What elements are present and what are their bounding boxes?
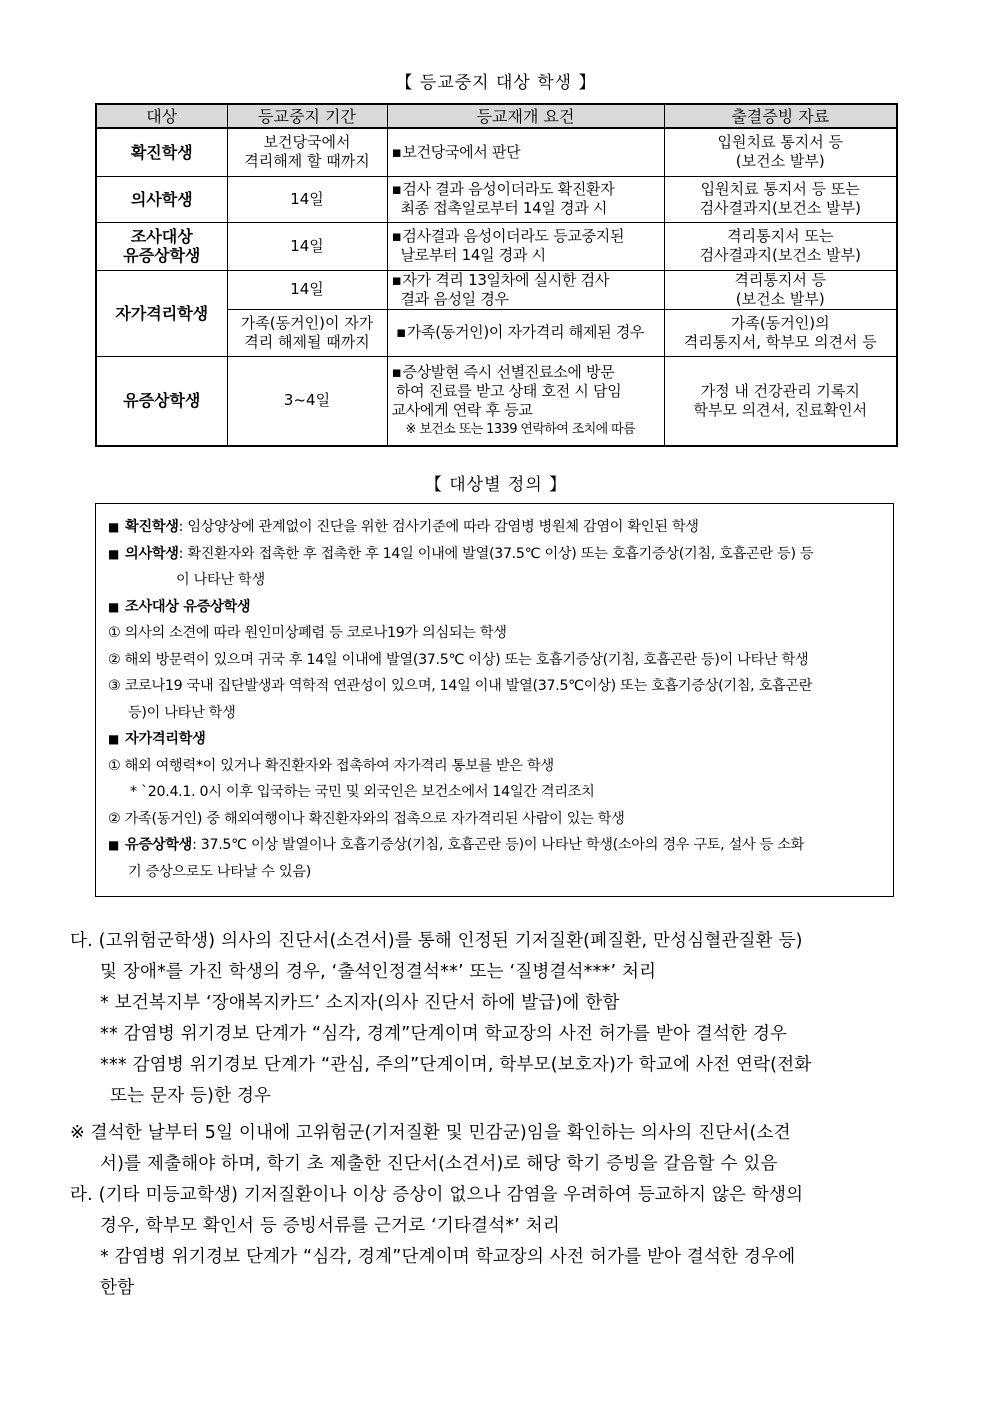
requirement-note: ※ 보건소 또는 1339 연락하여 조치에 따름	[405, 421, 636, 437]
paragraph-da: 다. (고위험군학생) 의사의 진단서(소견서)를 통해 인정된 기저질환(폐질환, 만성심혈관질환 등)	[70, 931, 803, 951]
suspension-table	[95, 103, 898, 447]
footnote-line: 또는 문자 등)한 경우	[110, 1086, 272, 1106]
row-requirement: ▪ 증상발현 즉시 선별진료소에 방문 하여 진료를 받고 상태 호전 시 담임 교사에게 연락 후 등교 ※ 보건소 또는 1339 연락하여 조치에 따름	[387, 356, 664, 446]
row-period: 보건당국에서 격리해제 할 때까지	[227, 128, 387, 176]
row-requirement: ▪ 자가 격리 13일차에 실시한 검사 결과 음성일 경우	[387, 270, 664, 309]
row-target: 자가격리학생	[96, 270, 227, 356]
note-line: 서)를 제출해야 하며, 학기 초 제출한 진단서(소견서)로 해당 학기 증빙을 갈음할 수 있음	[100, 1154, 778, 1174]
definition-symptomatic: ■ 유증상학생: 37.5℃ 이상 발열이나 호흡기증상(기침, 호흡곤란 등)이 나타난 학생(소아의 경우 구토, 설사 등 소화	[108, 832, 885, 859]
definition-item: ① 해외 여행력*이 있거나 확진환자와 접촉하여 자가격리 통보를 받은 학생	[108, 757, 554, 774]
definition-item: ③ 코로나19 국내 집단발생과 역학적 연관성이 있으며, 14일 이내 발열(37.5℃이상) 또는 호흡기증상(기침, 호흡곤란	[108, 678, 813, 694]
footnote-line: ** 감염병 위기경보 단계가 “심각, 경계”단계이며 학교장의 사전 허가를 받아 결석한 경우	[100, 1024, 788, 1044]
header-evidence: 출결증빙 자료	[664, 104, 897, 128]
header-requirement: 등교재개 요건	[387, 104, 664, 128]
footnote-line: 한함	[100, 1278, 135, 1298]
definition-footnote: * `20.4.1. 0시 이후 입국하는 국민 및 외국인은 보건소에서 14일간 격리조치	[130, 784, 595, 800]
table-row	[96, 176, 897, 222]
row-requirement: ▪ 검사결과 음성이더라도 등교중지된 날로부터 14일 경과 시	[387, 222, 664, 270]
row-target: 조사대상 유증상학생	[96, 222, 227, 270]
row-period: 가족(동거인)이 자가 격리 해제될 때까지	[227, 309, 387, 356]
header-period: 등교중지 기간	[227, 104, 387, 128]
row-period: 14일	[227, 270, 387, 309]
paragraph-ra: 라. (기타 미등교학생) 기저질환이나 이상 증상이 없으나 감염을 우려하여 등교하지 않은 학생의	[70, 1185, 804, 1205]
row-evidence: 가족(동거인)의 격리통지서, 학부모 의견서 등	[664, 309, 897, 356]
definition-investigation: ■ 조사대상 유증상학생	[108, 594, 885, 621]
footnote-line: * 보건복지부 ‘장애복지카드’ 소지자(의사 진단서 하에 발급)에 한함	[100, 993, 620, 1013]
row-period: 14일	[227, 222, 387, 270]
table-row	[96, 270, 897, 309]
definition-suspected-cont: 이 나타난 학생	[176, 572, 265, 588]
table-row	[96, 356, 897, 446]
table-header-row	[96, 104, 897, 128]
definitions-title: 【 대상별 정의 】	[424, 475, 568, 495]
definition-suspected: ■ 의사학생: 확진환자와 접촉한 후 접촉한 후 14일 이내에 발열(37.5℃ 이상) 또는 호흡기증상(기침, 호흡곤란 등) 등	[108, 541, 885, 568]
row-evidence: 입원치료 통지서 등 (보건소 발부)	[664, 128, 897, 176]
row-evidence: 가정 내 건강관리 기록지 학부모 의견서, 진료확인서	[664, 356, 897, 446]
header-target: 대상	[96, 104, 227, 128]
paragraph-line: 및 장애*를 가진 학생의 경우, ‘출석인정결석**’ 또는 ‘질병결석***’ 처리	[100, 962, 657, 982]
row-requirement: ▪ 가족(동거인)이 자가격리 해제된 경우	[387, 309, 664, 356]
definition-symptomatic-cont: 기 증상으로도 나타날 수 있음)	[128, 863, 311, 880]
body-text	[70, 926, 950, 1304]
row-target: 확진학생	[96, 128, 227, 176]
row-requirement: ▪ 보건당국에서 판단	[387, 128, 664, 176]
paragraph-line: 경우, 학부모 확인서 등 증빙서류를 근거로 ‘기타결석*’ 처리	[100, 1216, 560, 1236]
table-title: 【 등교중지 대상 학생 】	[395, 73, 597, 93]
definition-item: ① 의사의 소견에 따라 원인미상폐렴 등 코로나19가 의심되는 학생	[108, 625, 507, 641]
definition-item-cont: 등)이 나타난 학생	[128, 704, 236, 721]
definitions-box	[95, 503, 894, 897]
row-evidence: 격리통지서 등 (보건소 발부)	[664, 270, 897, 309]
footnote-line: *** 감염병 위기경보 단계가 “관심, 주의”단계이며, 학부모(보호자)가 학교에 사전 연락(전화	[100, 1055, 812, 1075]
row-requirement: ▪ 검사 결과 음성이더라도 확진환자 최종 접촉일로부터 14일 경과 시	[387, 176, 664, 222]
definition-selfquarantine: ■ 자가격리학생	[108, 726, 885, 753]
table-row	[96, 222, 897, 270]
row-evidence: 입원치료 통지서 등 또는 검사결과지(보건소 발부)	[664, 176, 897, 222]
row-period: 14일	[227, 176, 387, 222]
table-row	[96, 128, 897, 176]
footnote-line: * 감염병 위기경보 단계가 “심각, 경계”단계이며 학교장의 사전 허가를 받아 결석한 경우에	[100, 1247, 796, 1267]
note-line: ※ 결석한 날부터 5일 이내에 고위험군(기저질환 및 민감군)임을 확인하는 의사의 진단서(소견	[70, 1123, 791, 1143]
definition-item: ② 해외 방문력이 있으며 귀국 후 14일 이내에 발열(37.5℃ 이상) 또는 호흡기증상(기침, 호흡곤란 등)이 나타난 학생	[108, 651, 809, 668]
row-target: 의사학생	[96, 176, 227, 222]
row-target: 유증상학생	[96, 356, 227, 446]
row-evidence: 격리통지서 또는 검사결과지(보건소 발부)	[664, 222, 897, 270]
definition-item: ② 가족(동거인) 중 해외여행이나 확진환자와의 접촉으로 자가격리된 사람이 있는 학생	[108, 810, 625, 827]
row-period: 3~4일	[227, 356, 387, 446]
definition-confirmed: ■ 확진학생: 임상양상에 관계없이 진단을 위한 검사기준에 따라 감염병 병원체 감염이 확인된 학생	[108, 514, 885, 541]
